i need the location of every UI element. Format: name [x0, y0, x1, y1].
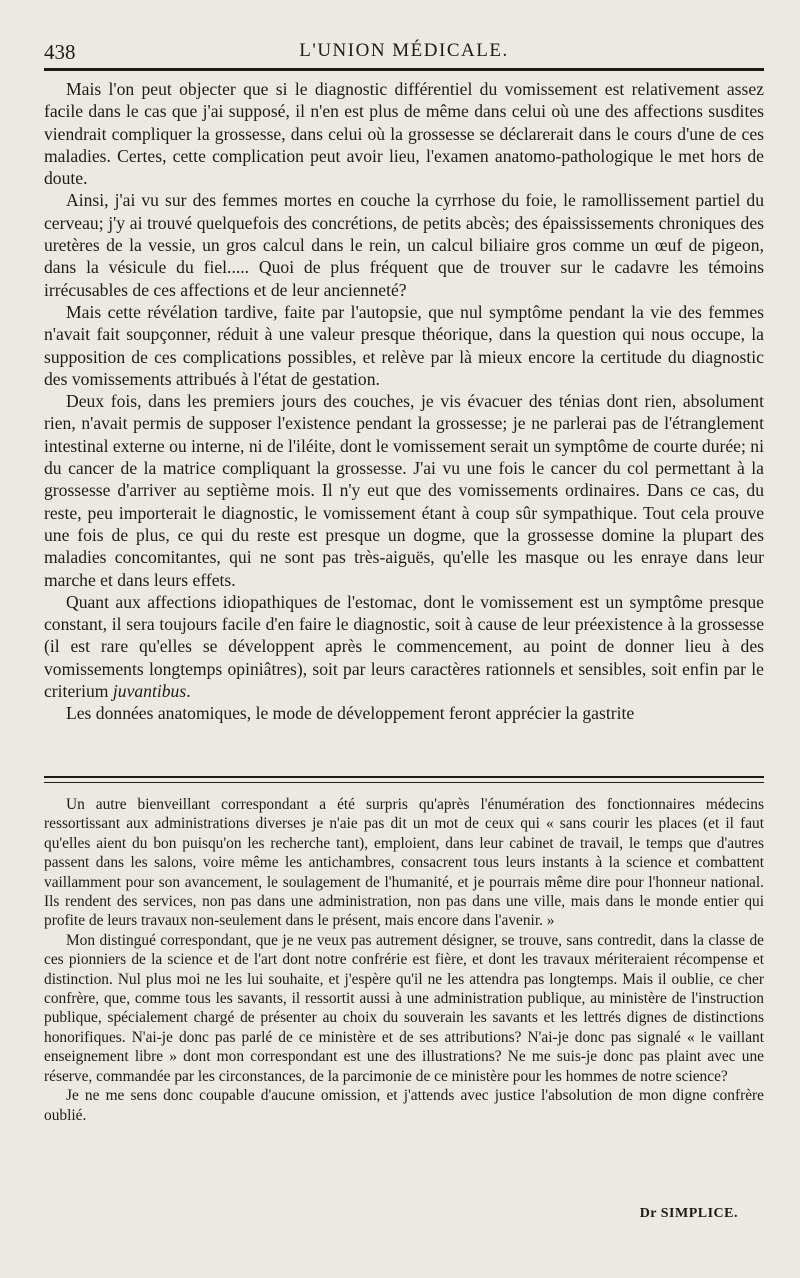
paragraph: Ainsi, j'ai vu sur des femmes mortes en couche la cyrrhose du foie, le ramollissement partiel du cerveau; j'y ai trouvé quelquefois des concrétions, de petits abcès; des épaississements chroniques des uretères de la vessie, un gros calcul dans le rein, un calcul biliaire gros comme un œuf de pigeon, dans la vésicule du fiel..... Quoi de plus fréquent que de trouver sur le cadavre les témoins irrécusables de ces affections et de leur ancienneté? [44, 190, 764, 300]
paragraph: Deux fois, dans les premiers jours des couches, je vis évacuer des ténias dont rien, absolument rien, n'avait permis de supposer l'existence pendant la grossesse; je ne parlerai pas de l'étranglement intestinal externe ou interne, ni de l'iléite, dont le vomissement serait un symptôme de courte durée; ni du cancer de la matrice compliquant la grossesse. J'ai vu une fois le cancer du col permettant à la grossesse d'arriver au septième mois. Il n'y eut que des vomissements ordinaires. Dans ce cas, du reste, peu importerait le diagnostic, le vomissement étant à coup sûr sympathique. Tout cela prouve une fois de plus, ce qui du reste est presque un dogme, que la grossesse domine la plupart des maladies concomitantes, qui ne sont pas très-aiguës, qu'elle les masque ou les enraye dans leur marche et dans leurs effets. [44, 391, 764, 590]
feuilleton-text [44, 795, 764, 1125]
main-text [44, 78, 764, 725]
running-title: L'UNION MÉDICALE. [299, 40, 509, 61]
page-number: 438 [44, 40, 76, 64]
paragraph: Mais cette révélation tardive, faite par l'autopsie, que nul symptôme pendant la vie des femmes n'avait fait soupçonner, réduit à une valeur presque théorique, dans la question qui nous occupe, la supposition de ces complications possibles, et relève par là mieux encore la certitude du diagnostic des vomissements attribués à l'état de gestation. [44, 301, 764, 389]
paragraph: Mais l'on peut objecter que si le diagnostic différentiel du vomissement est relativement assez facile dans le cas que j'ai supposé, il n'en est plus de même dans celui où une des affections susdites viendrait compliquer la grossesse, dans celui où la grossesse se déclarerait dans le cours d'une de ces maladies. Certes, cette complication peut avoir lieu, l'examen anatomo-pathologique le met hors de doute. [44, 79, 764, 189]
footnote-paragraph: Un autre bienveillant correspondant a été surpris qu'après l'énumération des fonctionnaires médecins ressortissant aux administrations diverses je n'aie pas dit un mot de ceux qui « sans courir les places (et il faut qu'elles aient du bon puisqu'on les recherche tant), emploient, dans leur cabinet de travail, le temps que d'autres passent dans les salons, voire même les antichambres, consacrent tous leurs instants à la science et combattent vaillamment pour son avancement, le soulagement de l'humanité, et je pourrais même dire pour l'honneur national. Ils rendent des services, non pas dans une administration, non pas dans une ville, mais dans le monde entier qui profite de leurs travaux non-seulement dans le présent, mais encore dans l'avenir. » [44, 796, 764, 930]
footnote-separator [44, 776, 764, 783]
header-rule [44, 68, 764, 71]
paragraph: Quant aux affections idiopathiques de l'estomac, dont le vomissement est un symptôme presque constant, il sera toujours facile d'en faire le diagnostic, soit à cause de leur préexistence à la grossesse (il est rare qu'elles se développent après le commencement, au point de donner lieu à des vomissements longtemps opiniâtres), soit par leurs caractères rationnels et sensibles, soit enfin par le criterium juvantibus. [44, 591, 764, 702]
signature: Dr SIMPLICE. [639, 1206, 738, 1221]
footnote-paragraph: Je ne me sens donc coupable d'aucune omission, et j'attends avec justice l'absolution de mon digne confrère oublié. [44, 1087, 764, 1124]
footnote-paragraph: Mon distingué correspondant, que je ne veux pas autrement désigner, se trouve, sans contredit, dans la classe de ces pionniers de la science et de l'art dont notre confrérie est fière, et dont les travaux mériteraient récompense et distinction. Nul plus moi ne les lui souhaite, et j'espère qu'il ne les attendra pas longtemps. Mais il oublie, ce cher confrère, que, comme tous les savants, il ressortit aussi à une administration publique, au ministère de l'instruction publique, spécialement chargé de présenter au choix du souverain les savants et les lettrés dignes de distinctions honorifiques. N'ai-je donc pas parlé de ce ministère et de ses attributions? N'ai-je donc pas signalé « le vaillant enseignement libre » dont mon correspondant est une des illustrations? Ne me suis-je donc pas plaint avec une réserve, commandée par les circonstances, de la parcimonie de ce ministère pour les hommes de notre science? [44, 931, 764, 1085]
paragraph: Les données anatomiques, le mode de développement feront apprécier la gastrite [66, 703, 635, 724]
italic-term: juvantibus [112, 681, 187, 702]
page-header [44, 36, 764, 66]
